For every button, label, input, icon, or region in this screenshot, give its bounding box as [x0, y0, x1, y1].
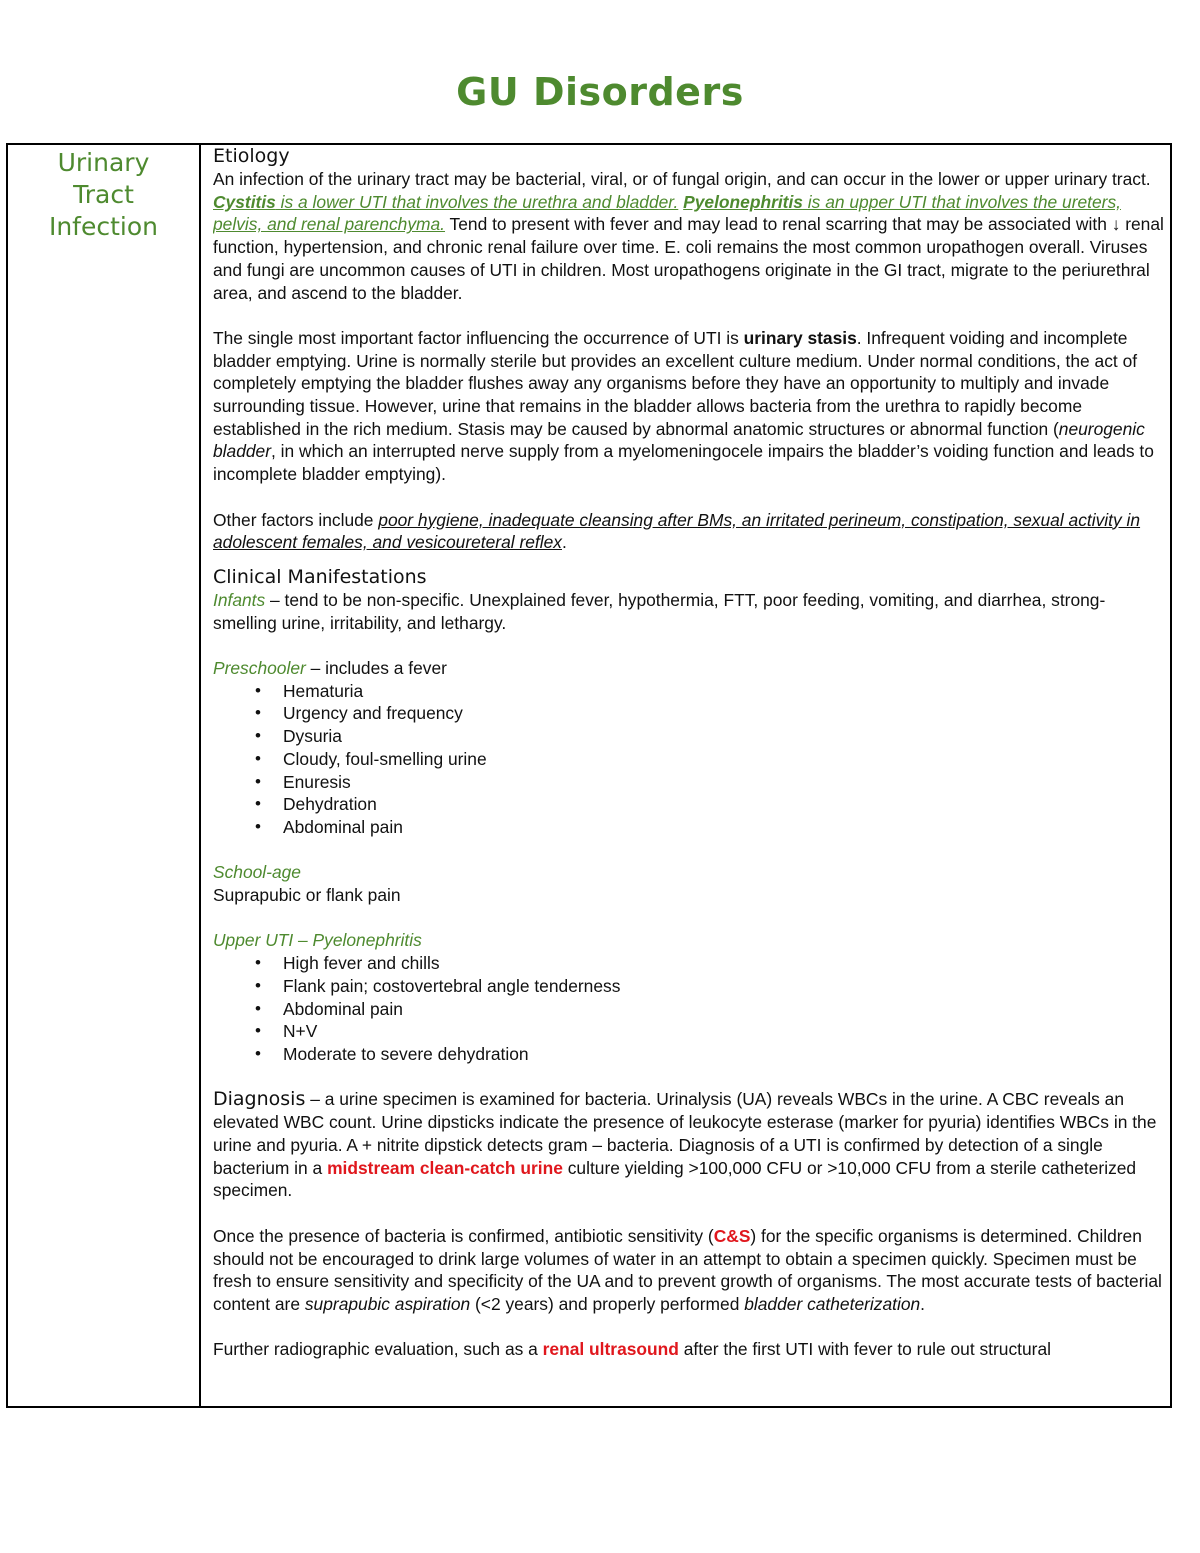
list-item: • Abdominal pain	[213, 998, 1168, 1021]
list-item: • Cloudy, foul-smelling urine	[213, 748, 1168, 771]
text-run: .	[920, 1293, 926, 1314]
text-run: ) for the specific organisms is determined. Children should not be encouraged to drink large volumes of water in an attempt to obtain a specimen quickly. Specimen must be fresh to ensure sensitivity and specificity of the UA and to prevent growth of organisms. The most accurate tests of bacterial content are	[213, 1225, 1162, 1314]
upper-uti-list	[213, 952, 1168, 1066]
urinary-stasis-term: urinary stasis	[743, 327, 857, 348]
etiology-paragraph-1	[213, 168, 1168, 304]
text-run: – tend to be non-specific. Unexplained fever, hypothermia, FTT, poor feeding, vomiting, and diarrhea, strong-smelling urine, irritability, and lethargy.	[213, 589, 1106, 633]
list-item: • Moderate to severe dehydration	[213, 1043, 1168, 1066]
schoolage-text: Suprapubic or flank pain	[213, 885, 401, 906]
topic-cell	[8, 145, 201, 1406]
bladder-catheterization-term: bladder catheterization	[744, 1293, 921, 1314]
text-run: . Infrequent voiding and incomplete bladder emptying. Urine is normally sterile but provides an excellent culture medium. Under normal conditions, the act of completely emptying the bladder flushes away any organisms before they have an opportunity to multiply and invade surrounding tissue. However, urine that remains in the bladder allows bacteria from the urethra to rapidly become established in the rich medium. Stasis may be caused by abnormal anatomic structures or abnormal function (	[213, 327, 1138, 439]
upper-uti-label: Upper UTI – Pyelonephritis	[213, 930, 422, 951]
list-item: • High fever and chills	[213, 952, 1168, 975]
text-run: Other factors include	[213, 509, 379, 530]
text-run: culture yielding >100,000 CFU or >10,000 CFU from a sterile catheterized specimen.	[213, 1157, 1137, 1201]
suprapubic-aspiration-term: suprapubic aspiration	[304, 1293, 471, 1314]
schoolage-label: School-age	[213, 862, 301, 883]
list-item: • Urgency and frequency	[213, 702, 1168, 725]
risk-factors: poor hygiene, inadequate cleansing after BMs, an irritated perineum, constipation, sexual activity in adolescent females, and vesicoureteral reflex	[213, 509, 1141, 553]
text-run: Further radiographic evaluation, such as a	[213, 1339, 543, 1360]
pyelonephritis-term: Pyelonephritis	[683, 191, 803, 212]
cystitis-term: Cystitis	[213, 191, 276, 212]
diagnosis-paragraph-1	[213, 1088, 1168, 1202]
list-item: • Dehydration	[213, 793, 1168, 816]
etiology-paragraph-2	[213, 327, 1168, 486]
etiology-paragraph-3	[213, 509, 1168, 554]
content-table	[6, 143, 1172, 1408]
topic-label: Urinary Tract Infection	[48, 148, 159, 241]
neurogenic-bladder-term: neurogenic bladder	[213, 418, 1145, 462]
list-item: • Abdominal pain	[213, 816, 1168, 839]
diagnosis-paragraph-2	[213, 1225, 1168, 1316]
text-run: – includes a fever	[305, 658, 447, 679]
pyelonephritis-definition: is an upper UTI that involves the ureters, pelvis, and renal parenchyma.	[213, 191, 1121, 235]
list-item: • Dysuria	[213, 725, 1168, 748]
text-run: , in which an interrupted nerve supply from a myelomeningocele impairs the bladder’s voiding function and leads to incomplete bladder emptying).	[213, 441, 1154, 485]
text-run: after the first UTI with fever to rule out structural	[678, 1339, 1052, 1360]
text-run: (<2 years) and properly performed	[470, 1293, 745, 1314]
diagnosis-heading: Diagnosis	[213, 1088, 306, 1111]
text-run: Tend to present with fever and may lead to renal scarring that may be associated with ↓ renal function, hypertension, and chronic renal failure over time. E. coli remains the most common uropathogen overall. Viruses and fungi are uncommon causes of UTI in children. Most uropathogens originate in the GI tract, migrate to the periurethral area, and ascend to the bladder.	[213, 214, 1164, 303]
midstream-urine-term: midstream clean-catch urine	[327, 1157, 563, 1178]
text-run: – a urine specimen is examined for bacteria. Urinalysis (UA) reveals WBCs in the urine. A CBC reveals an elevated WBC count. Urine dipsticks indicate the presence of leukocyte esterase (marker for pyuria) identifies WBCs in the urine and pyuria. A + nitrite dipstick detects gram – bacteria. Diagnosis of a UTI is confirmed by detection of a single bacterium in a	[213, 1089, 1157, 1178]
text-run: Once the presence of bacteria is confirmed, antibiotic sensitivity (	[213, 1225, 714, 1246]
preschooler-label: Preschooler	[213, 658, 306, 679]
content-cell	[213, 145, 1168, 1406]
etiology-heading: Etiology	[213, 145, 290, 167]
text-run: .	[561, 532, 567, 553]
preschooler-list	[213, 680, 1168, 839]
text-run: The single most important factor influencing the occurrence of UTI is	[213, 327, 744, 348]
text-run: An infection of the urinary tract may be bacterial, viral, or of fungal origin, and can occur in the lower or upper urinary tract.	[213, 169, 1151, 189]
list-item: • Enuresis	[213, 771, 1168, 794]
renal-ultrasound-term: renal ultrasound	[542, 1339, 679, 1360]
manifestations-heading: Clinical Manifestations	[213, 565, 427, 588]
cs-term: C&S	[713, 1225, 751, 1246]
page-title: GU Disorders	[456, 70, 744, 114]
list-item: • Flank pain; costovertebral angle tenderness	[213, 975, 1168, 998]
diagnosis-paragraph-3	[213, 1338, 1168, 1361]
cystitis-definition: is a lower UTI that involves the urethra and bladder.	[275, 191, 679, 212]
infants-label: Infants	[213, 589, 266, 610]
list-item: • N+V	[213, 1020, 1168, 1043]
list-item: • Hematuria	[213, 680, 1168, 703]
preschooler-paragraph	[213, 657, 1168, 680]
infants-paragraph	[213, 589, 1168, 634]
